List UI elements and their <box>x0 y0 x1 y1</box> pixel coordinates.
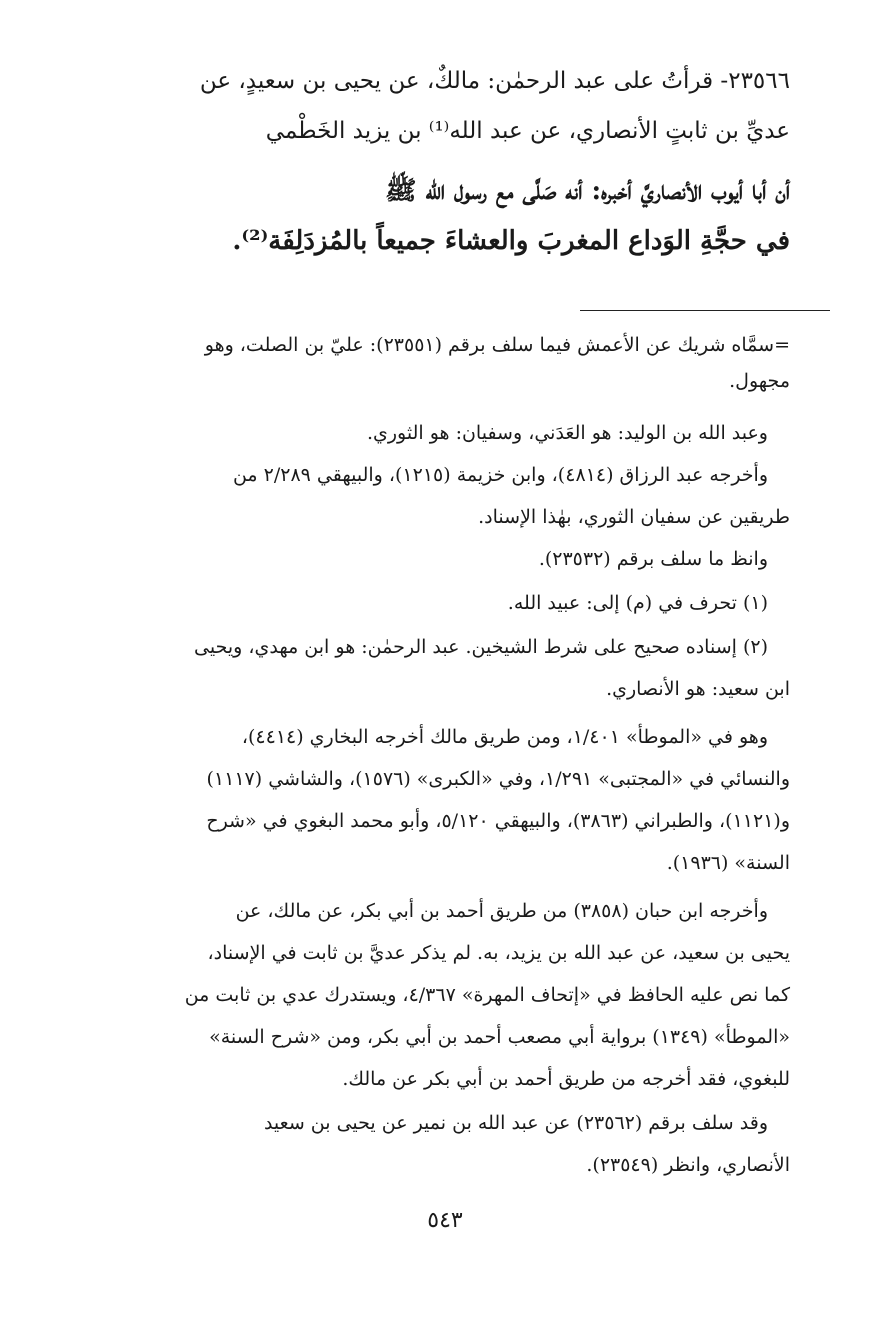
footnote-line: يحيى بن سعيد، عن عبد الله بن يزيد، به. لم يذكر عديَّ بن ثابت في الإسناد، <box>207 942 790 964</box>
footnote-line: مجهول. <box>729 370 790 392</box>
hadith-line-1: ٢٣٥٦٦- قرأتُ على عبد الرحمٰن: مالكٌ، عن يحيى بن سعيدٍ، عن <box>199 68 790 94</box>
footnote-line: للبغوي، فقد أخرجه من طريق أحمد بن أبي بكر عن مالك. <box>342 1068 790 1090</box>
footnote-line: طريقين عن سفيان الثوري، بهٰذا الإسناد. <box>478 506 790 528</box>
footnote-2: (٢) إسناده صحيح على شرط الشيخين. عبد الرحمٰن: هو ابن مهدي، ويحيى <box>194 636 768 658</box>
page-number: ٥٤٣ <box>427 1208 463 1233</box>
footnote-line: وقد سلف برقم (٢٣٥٦٢) عن عبد الله بن نمير عن يحيى بن سعيد <box>263 1112 768 1134</box>
footnote-line: و(١١٢١)، والطبراني (٣٨٦٣)، والبيهقي ٥/١٢٠، وأبو محمد البغوي في «شرح <box>206 810 790 832</box>
matn-line-2: في حجَّةِ الوَداع المغربَ والعشاءَ جميعاً بالمُزدَلِفَة⁽²⁾. <box>232 226 790 256</box>
footnote-line: وعبد الله بن الوليد: هو العَدَني، وسفيان: هو الثوري. <box>366 422 768 444</box>
footnotes <box>110 334 790 1194</box>
footnote-line: «الموطأ» (١٣٤٩) برواية أبي مصعب أحمد بن أبي بكر، ومن «شرح السنة» <box>209 1026 790 1048</box>
footnote-line: وانظ ما سلف برقم (٢٣٥٣٢). <box>538 548 768 570</box>
hadith-line-2: عديِّ بن ثابتٍ الأنصاري، عن عبد الله⁽¹⁾ بن يزيد الخَطْمي <box>265 118 790 144</box>
footnote-1: (١) تحرف في (م) إلى: عبيد الله. <box>507 592 768 614</box>
footnote-line: وهو في «الموطأ» ١/٤٠١، ومن طريق مالك أخرجه البخاري (٤٤١٤)، <box>241 726 768 748</box>
footnote-divider <box>580 310 830 311</box>
matn-line-1: أن أبا أيوب الأنصاريَّ أخبره: أنه صَلَّى مع رسول الله ﷺ <box>385 176 790 206</box>
hadith-matn <box>110 174 790 274</box>
footnote-line: الأنصاري، وانظر (٢٣٥٤٩). <box>586 1154 790 1176</box>
footnote-line: ابن سعيد: هو الأنصاري. <box>606 678 790 700</box>
footnote-line: =سمَّاه شريك عن الأعمش فيما سلف برقم (٢٣٥٥١): عليّ بن الصلت، وهو <box>204 334 790 356</box>
footnote-line: السنة» (١٩٣٦). <box>666 852 790 874</box>
footnote-line: وأخرجه ابن حبان (٣٨٥٨) من طريق أحمد بن أبي بكر، عن مالك، عن <box>235 900 768 922</box>
hadith-isnad <box>110 68 790 148</box>
footnote-line: كما نص عليه الحافظ في «إتحاف المهرة» ٤/٣٦٧، ويستدرك عدي بن ثابت من <box>184 984 790 1006</box>
footnote-line: والنسائي في «المجتبى» ١/٢٩١، وفي «الكبرى» (١٥٧٦)، والشاشي (١١١٧) <box>206 768 790 790</box>
footnote-line: وأخرجه عبد الرزاق (٤٨١٤)، وابن خزيمة (١٢١٥)، والبيهقي ٢/٢٨٩ من <box>232 464 768 486</box>
